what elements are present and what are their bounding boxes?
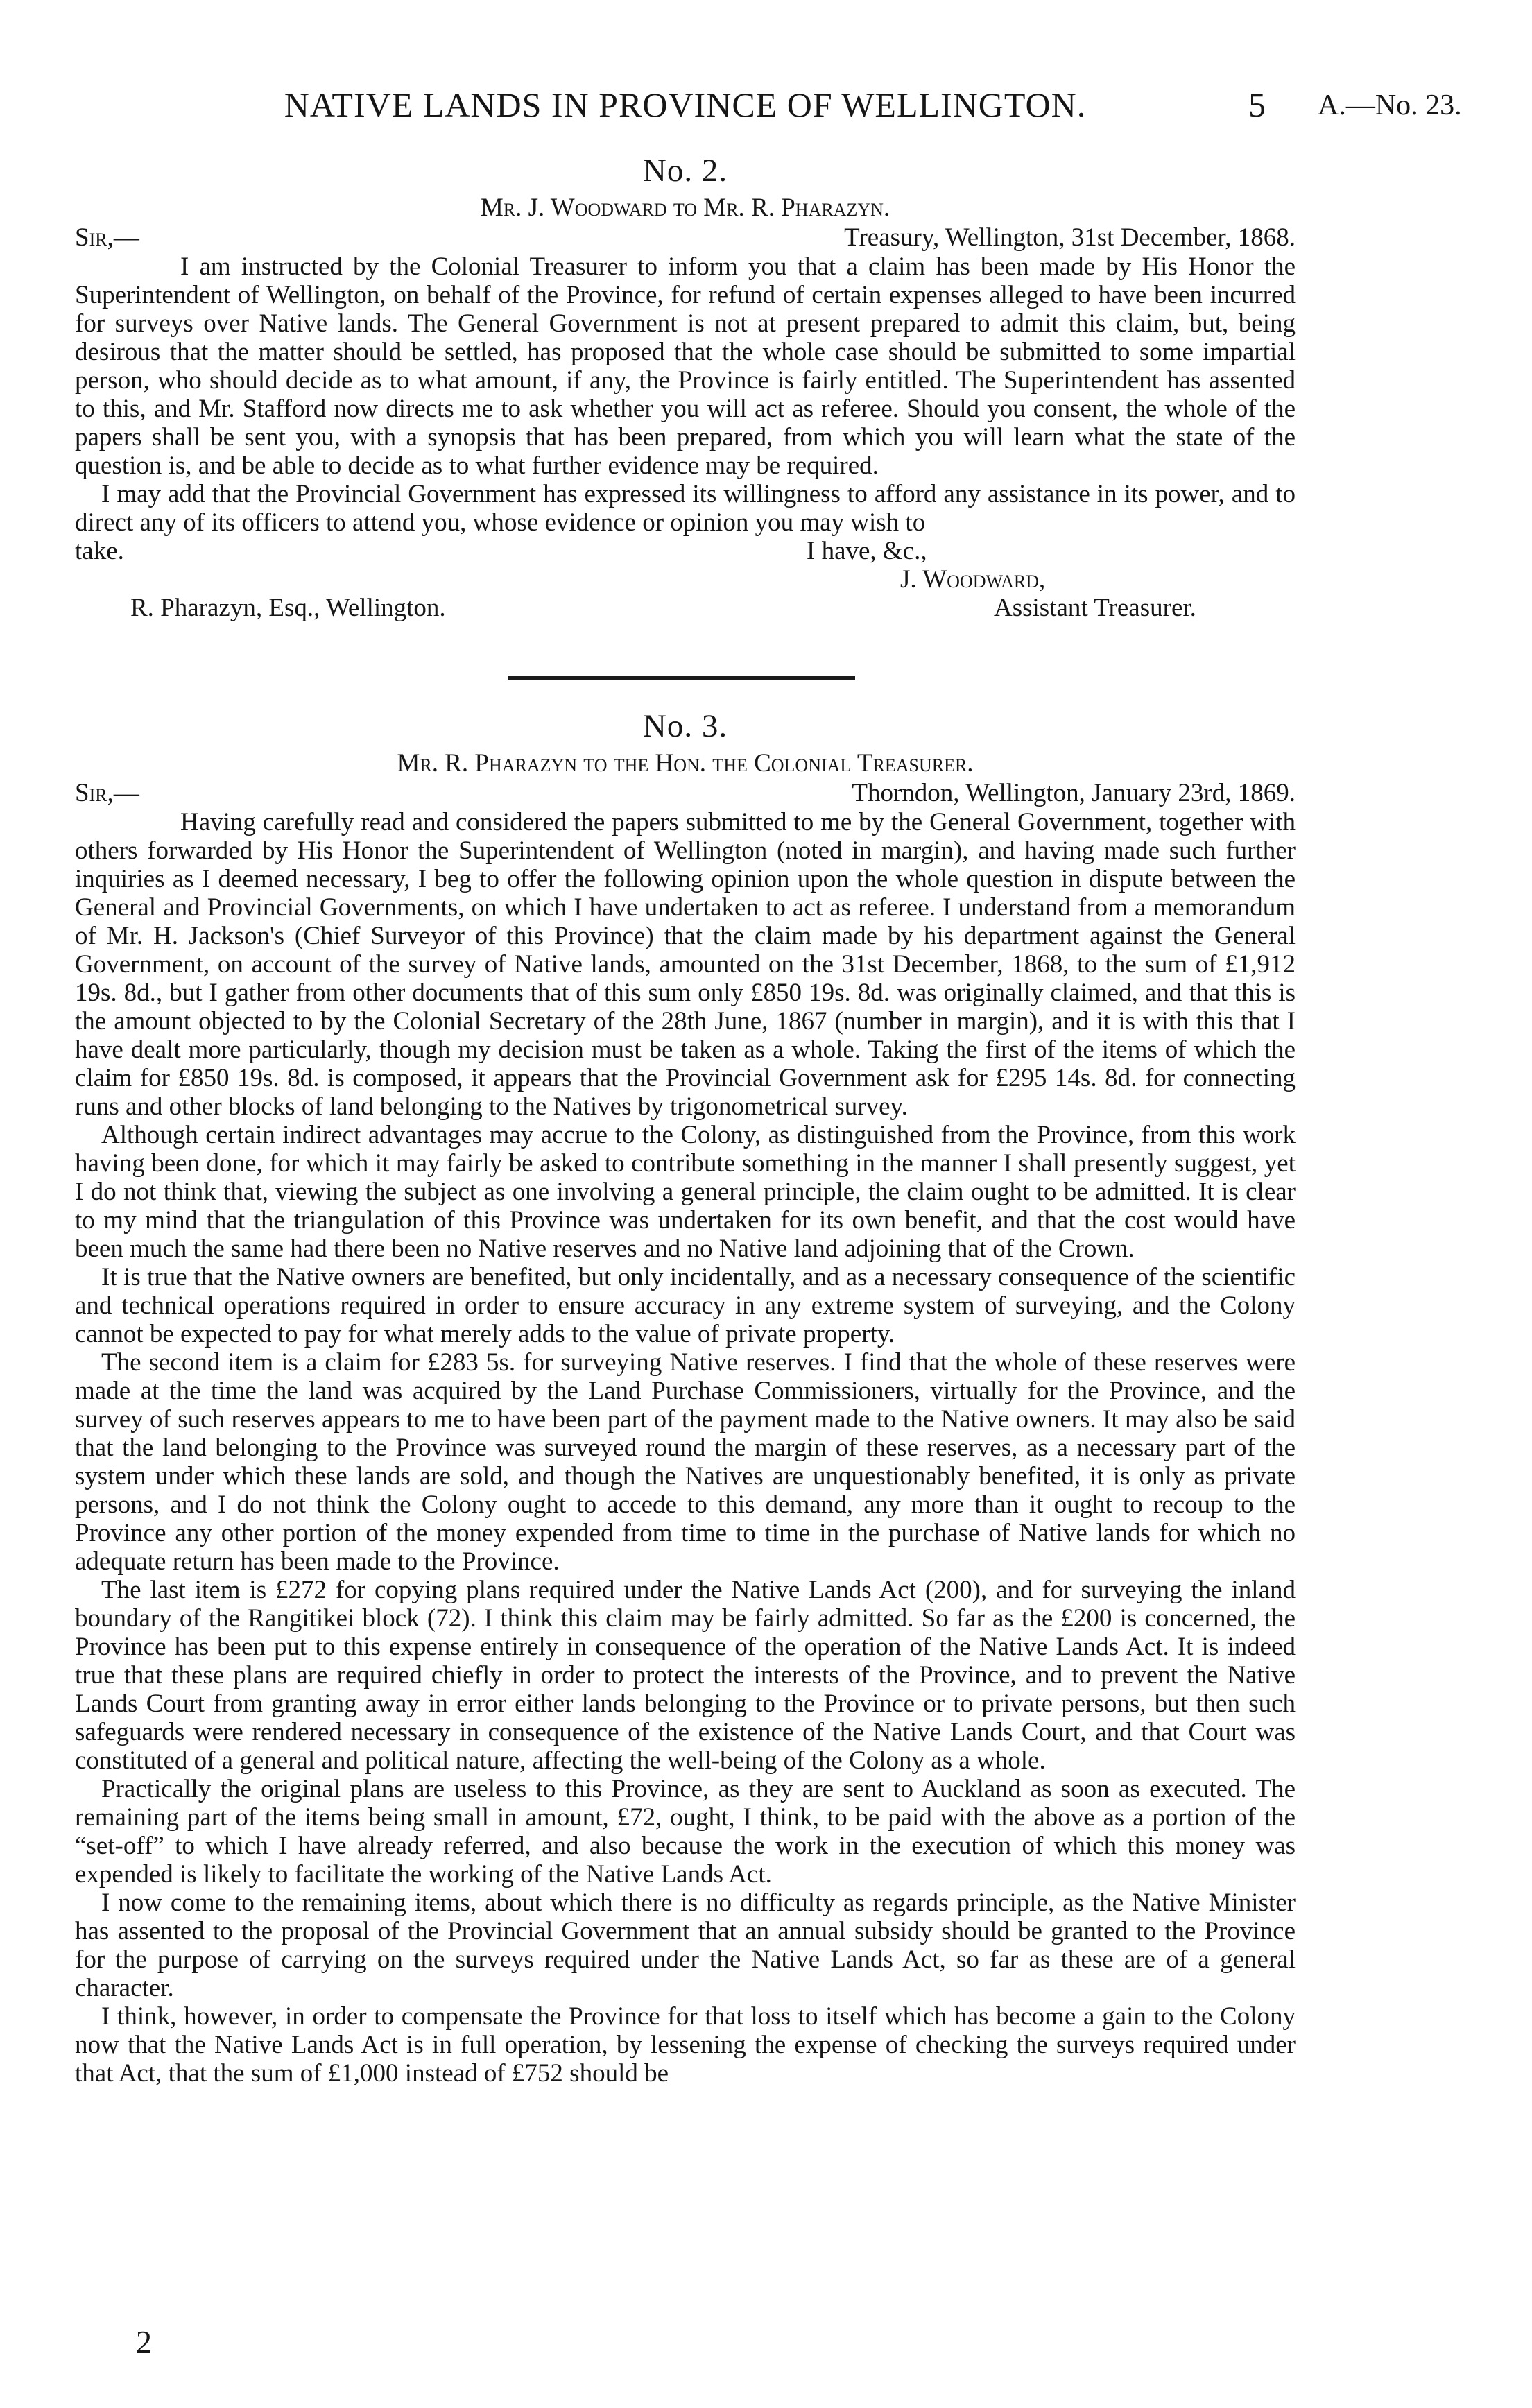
paragraph: The last item is £272 for copying plans required under the Native Lands Act (200), and for surveying the inland boundary of the Rangitikei block (72). I think this claim may be fairly admitted. So far as the £200 is concerned, the Province has been put to this expense entirely in consequence of the operation of the Native Lands Act. It is indeed true that these plans are required chiefly in order to protect the interests of the Province, and to prevent the Native Lands Court from granting away in error either lands belonging to the Province or to private persons, but then such safeguards were rendered necessary in consequence of the existence of the Native Lands Court, and that Court was constituted of a general and political nature, affecting the well-being of the Colony as a whole. bbox=[75, 1576, 1296, 1775]
page-header bbox=[0, 85, 1532, 133]
letter-number: No. 2. bbox=[642, 153, 728, 189]
letter-from-to: Mr. J. Woodward to Mr. R. Pharazyn. bbox=[480, 194, 890, 222]
paragraph: I am instructed by the Colonial Treasurer to inform you that a claim has been made by His Honor the Superintendent of Wellington, on behalf of the Province, for refund of certain expenses alleged to have been incurred for surveys over Native lands. The General Government is not at present prepared to admit this claim, but, being desirous that the matter should be settled, has proposed that the whole case should be submitted to some impartial person, who should decide as to what amount, if any, the Province is fairly entitled. The Superintendent has assented to this, and Mr. Stafford now directs me to ask whether you will act as referee. Should you consent, the whole of the papers shall be sent you, with a synopsis that has been prepared, from which you will learn what the state of the question is, and be able to decide as to what further evidence may be required. bbox=[75, 252, 1296, 480]
paragraph: I think, however, in order to compensate the Province for that loss to itself which has become a gain to the Colony now that the Native Lands Act is in full operation, by lessening the expense of checking the surveys required under that Act, that the sum of £1,000 instead of £752 should be bbox=[75, 2002, 1296, 2088]
dateline: Treasury, Wellington, 31st December, 1868. bbox=[844, 223, 1296, 252]
salutation-row bbox=[75, 223, 1296, 252]
paragraph: Practically the original plans are useless to this Province, as they are sent to Auckland as soon as executed. The remaining part of the items being small in amount, £72, ought, I think, to be paid with the above as a portion of the “set-off” to which I have already referred, and also because the work in the execution of which this money was expended is likely to facilitate the working of the Native Lands Act. bbox=[75, 1775, 1296, 1889]
paragraph: I may add that the Provincial Government has expressed its willingness to afford any assistance in its power, and to direct any of its officers to attend you, whose evidence or opinion you may wish to bbox=[75, 480, 1296, 537]
closing: I have, &c., bbox=[807, 537, 927, 565]
letter-no-2 bbox=[75, 148, 1296, 622]
signatory-title: Assistant Treasurer. bbox=[994, 594, 1196, 622]
salutation: Sir,— bbox=[75, 779, 139, 807]
letter-number: No. 3. bbox=[642, 708, 728, 744]
signature-mark: 2 bbox=[136, 2324, 152, 2359]
paragraph-end: take. bbox=[75, 537, 124, 565]
letter-no-3 bbox=[75, 704, 1296, 2088]
paper-reference: A.—No. 23. bbox=[1318, 89, 1462, 121]
salutation-row bbox=[75, 779, 1296, 808]
paragraph: It is true that the Native owners are benefited, but only incidentally, and as a necessary consequence of the scientific and technical operations required in order to ensure accuracy in any extreme system of surveying, and the Colony cannot be expected to pay for what merely adds to the value of private property. bbox=[75, 1263, 1296, 1348]
paragraph: Having carefully read and considered the papers submitted to me by the General Government, together with others forwarded by His Honor the Superintendent of Wellington (noted in margin), and having made such further inquiries as I deemed necessary, I beg to offer the following opinion upon the whole question in dispute between the General and Provincial Governments, on which I have undertaken to act as referee. I understand from a memorandum of Mr. H. Jackson's (Chief Surveyor of this Province) that the claim made by his department against the General Government, on account of the survey of Native lands, amounted on the 31st December, 1868, to the sum of £1,912 19s. 8d., but I gather from other documents that of this sum only £850 19s. 8d. was originally claimed, and that this is the amount objected to by the Colonial Secretary of the 28th June, 1867 (number in margin), and it is with this that I have dealt more particularly, though my decision must be taken as a whole. Taking the first of the items of which the claim for £850 19s. 8d. is composed, it appears that the Provincial Government ask for £295 14s. 8d. for connecting runs and other blocks of land belonging to the Natives by trigonometrical survey. bbox=[75, 808, 1296, 1121]
closing-row bbox=[75, 537, 1296, 565]
letter-body bbox=[75, 252, 1296, 537]
paragraph: I now come to the remaining items, about which there is no difficulty as regards principle, as the Native Minister has assented to the proposal of the Provincial Government that an annual subsidy should be granted to the Province for the purpose of carrying on the surveys required under the Native Lands Act, so far as these are of a general character. bbox=[75, 1889, 1296, 2002]
paragraph: The second item is a claim for £283 5s. for surveying Native reserves. I find that the whole of these reserves were made at the time the land was acquired by the Land Purchase Commissioners, virtually for the Province, and the survey of such reserves appears to me to have been part of the payment made to the Native owners. It may also be said that the land belonging to the Province was surveyed round the margin of these reserves, as a necessary part of the system under which these lands are sold, and though the Natives are unquestionably benefited, it is only as private persons, and I do not think the Colony ought to accede to this demand, any more than it ought to recoup to the Province any other portion of the money expended from time to time in the purchase of Native lands for which no adequate return has been made to the Province. bbox=[75, 1348, 1296, 1576]
signature-row bbox=[75, 565, 1296, 594]
running-title: NATIVE LANDS IN PROVINCE OF WELLINGTON. bbox=[284, 85, 1087, 124]
letter-from-to: Mr. R. Pharazyn to the Hon. the Colonial Treasurer. bbox=[397, 749, 974, 777]
section-divider bbox=[508, 676, 855, 680]
dateline: Thorndon, Wellington, January 23rd, 1869. bbox=[852, 779, 1296, 807]
addressee: R. Pharazyn, Esq., Wellington. bbox=[130, 594, 446, 622]
signature: J. Woodward, bbox=[900, 565, 1046, 594]
addressee-row bbox=[75, 594, 1296, 622]
page-number: 5 bbox=[1248, 85, 1266, 124]
paragraph: Although certain indirect advantages may accrue to the Colony, as distinguished from the Province, from this work having been done, for which it may fairly be asked to contribute something in the manner I shall presently suggest, yet I do not think that, viewing the subject as one involving a general principle, the claim ought to be admitted. It is clear to my mind that the triangulation of this Province was undertaken for its own benefit, and that the cost would have been much the same had there been no Native reserves and no Native land adjoining that of the Crown. bbox=[75, 1121, 1296, 1263]
salutation: Sir,— bbox=[75, 223, 139, 252]
letter-body bbox=[75, 808, 1296, 2088]
